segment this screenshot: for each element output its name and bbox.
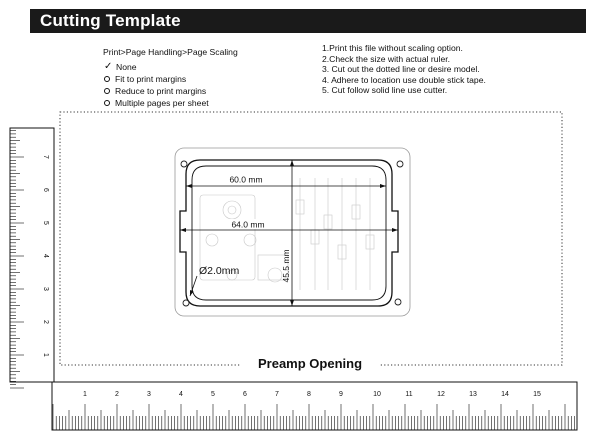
bottom-ruler-label: 2: [115, 391, 119, 398]
option-label: Reduce to print margins: [115, 86, 207, 96]
instruction-item: 4. Adhere to location use double stick tape.: [322, 74, 486, 85]
radius-label: Ø2.0mm: [199, 265, 240, 277]
width-a-label: 60.0 mm: [229, 174, 263, 185]
bottom-ruler-label: 14: [501, 391, 509, 398]
option-label: Fit to print margins: [115, 74, 187, 84]
height-label: 45.5 mm: [281, 249, 291, 283]
left-ruler-label: 5: [42, 221, 49, 225]
bottom-ruler-label: 11: [405, 391, 413, 398]
left-ruler-label: 7: [42, 155, 49, 159]
left-ruler-label: 6: [42, 188, 49, 192]
left-ruler-label: 2: [42, 320, 49, 324]
width-b-label: 64.0 mm: [231, 219, 265, 230]
bottom-ruler-label: 3: [147, 391, 151, 398]
left-ruler-label: 3: [42, 287, 49, 291]
instruction-item: 1.Print this file without scaling option.: [322, 43, 463, 53]
instruction-item: 2.Check the size with actual ruler.: [322, 53, 451, 64]
bottom-ruler-label: 9: [339, 391, 343, 398]
bottom-ruler-label: 1: [83, 391, 87, 398]
bottom-ruler-label: 6: [243, 391, 247, 398]
option-label: Multiple pages per sheet: [115, 98, 209, 108]
checkmark-icon: ✓: [104, 61, 113, 72]
plate-outline: [175, 148, 410, 316]
left-ruler-label: 4: [42, 254, 49, 258]
bottom-ruler-label: 4: [179, 391, 183, 398]
footer-title: Preamp Opening: [240, 356, 380, 371]
bottom-ruler-label: 13: [469, 391, 477, 398]
left-ruler-label: 1: [42, 353, 49, 357]
bottom-ruler-label: 15: [533, 391, 541, 398]
bottom-ruler-label: 8: [307, 391, 311, 398]
bottom-ruler: [52, 382, 577, 430]
left-ruler: [10, 128, 54, 388]
bottom-ruler-label: 7: [275, 391, 279, 398]
bottom-ruler-label: 10: [373, 391, 381, 398]
scaling-path: Print>Page Handling>Page Scaling: [103, 47, 238, 57]
instruction-item: 3. Cut out the dotted line or desire model.: [322, 64, 480, 74]
instruction-item: 5. Cut follow solid line use cutter.: [322, 85, 448, 95]
page-title: Cutting Template: [40, 11, 181, 30]
option-label: None: [116, 62, 137, 72]
bottom-ruler-label: 5: [211, 391, 215, 398]
bottom-ruler-label: 12: [437, 391, 445, 398]
